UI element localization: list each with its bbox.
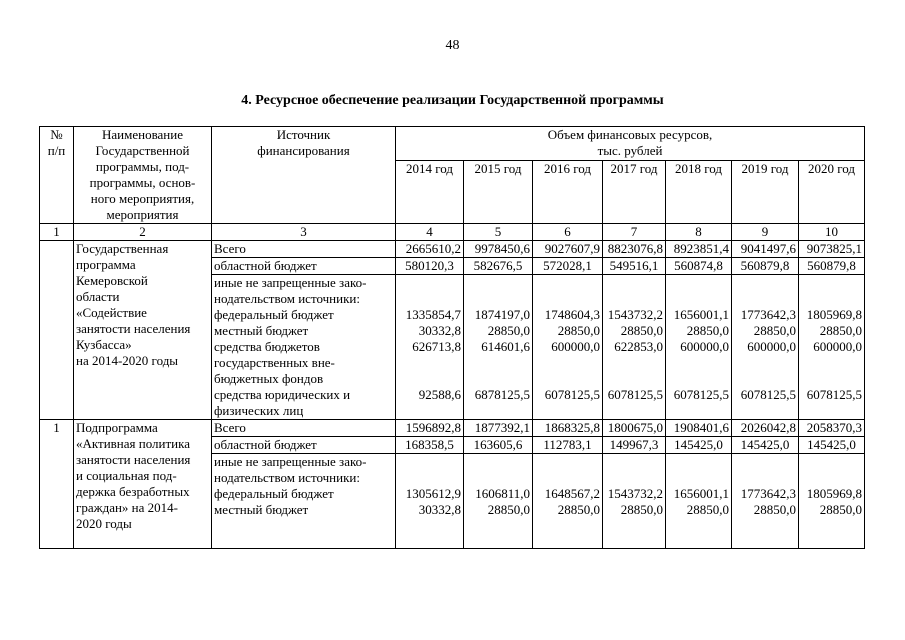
year-2015: 2015 год [464,161,533,224]
subprogram-total-row [40,420,865,437]
column-numbers-row [40,224,865,241]
value-block: 1656001,1 28850,0 [666,454,732,549]
value-cell: 145425,0 [732,437,799,454]
value-block: 1606811,0 28850,0 [464,454,533,549]
source-label-block: иные не запрещенные зако- нодательством источники: федеральный бюджет местный бюджет [212,454,396,549]
value-cell: 560879,8 [732,258,799,275]
value-cell: 580120,3 [396,258,464,275]
source-label: областной бюджет [212,437,396,454]
header-name: Наименование Государственной программы, под- программы, основ- ного мероприятия, мероприятия [74,127,212,224]
value-cell: 168358,5 [396,437,464,454]
year-2018: 2018 год [666,161,732,224]
col-number: 6 [533,224,603,241]
program-total-row [40,241,865,258]
program-num [40,241,74,420]
value-block: 1335854,7 30332,8 626713,8 92588,6 [396,275,464,420]
value-cell: 9073825,1 [799,241,865,258]
value-cell: 9041497,6 [732,241,799,258]
source-label: Всего [212,420,396,437]
value-cell: 149967,3 [603,437,666,454]
col-number: 7 [603,224,666,241]
source-label-block: иные не запрещенные зако- нодательством источники: федеральный бюджет местный бюджет средства бюджетов государственных вне- бюджетных фондов средства юридических и физических лиц [212,275,396,420]
value-block: 1748604,3 28850,0 600000,0 6078125,5 [533,275,603,420]
value-cell: 549516,1 [603,258,666,275]
value-cell: 572028,1 [533,258,603,275]
value-cell: 582676,5 [464,258,533,275]
value-cell: 145425,0 [666,437,732,454]
value-block: 1543732,2 28850,0 622853,0 6078125,5 [603,275,666,420]
year-2016: 2016 год [533,161,603,224]
value-cell: 560874,8 [666,258,732,275]
value-block: 1656001,1 28850,0 600000,0 6078125,5 [666,275,732,420]
value-cell: 560879,8 [799,258,865,275]
source-label: областной бюджет [212,258,396,275]
value-cell: 1596892,8 [396,420,464,437]
value-cell: 163605,6 [464,437,533,454]
value-cell: 1877392,1 [464,420,533,437]
year-2019: 2019 год [732,161,799,224]
page-number: 48 [445,38,460,53]
value-cell: 2665610,2 [396,241,464,258]
col-number: 5 [464,224,533,241]
value-cell: 9978450,6 [464,241,533,258]
value-block: 1543732,2 28850,0 [603,454,666,549]
value-cell: 145425,0 [799,437,865,454]
program-name: Государственная программа Кемеровской области «Содействие занятости населения Кузбасса» на 2014-2020 годы [74,241,212,420]
value-block: 1773642,3 28850,0 600000,0 6078125,5 [732,275,799,420]
value-block: 1874197,0 28850,0 614601,6 6878125,5 [464,275,533,420]
subprogram-num: 1 [40,420,74,549]
section-title: 4. Ресурсное обеспечение реализации Государственной программы [241,93,664,108]
value-block: 1805969,8 28850,0 600000,0 6078125,5 [799,275,865,420]
col-number: 9 [732,224,799,241]
value-block: 1773642,3 28850,0 [732,454,799,549]
resource-table [39,126,865,549]
header-num: № п/п [40,127,74,224]
col-number: 8 [666,224,732,241]
value-cell: 2058370,3 [799,420,865,437]
col-number: 10 [799,224,865,241]
year-2014: 2014 год [396,161,464,224]
col-number: 4 [396,224,464,241]
year-2017: 2017 год [603,161,666,224]
value-block: 1305612,9 30332,8 [396,454,464,549]
header-volume: Объем финансовых ресурсов, тыс. рублей [396,127,865,161]
value-cell: 2026042,8 [732,420,799,437]
value-cell: 1868325,8 [533,420,603,437]
source-label: Всего [212,241,396,258]
value-block: 1805969,8 28850,0 [799,454,865,549]
value-cell: 1908401,6 [666,420,732,437]
col-number: 1 [40,224,74,241]
header-source: Источник финансирования [212,127,396,224]
value-cell: 112783,1 [533,437,603,454]
col-number: 3 [212,224,396,241]
subprogram-name: Подпрограмма «Активная политика занятости населения и социальная под- держка безработных граждан» на 2014- 2020 годы [74,420,212,549]
year-2020: 2020 год [799,161,865,224]
col-number: 2 [74,224,212,241]
value-cell: 9027607,9 [533,241,603,258]
value-block: 1648567,2 28850,0 [533,454,603,549]
header-row [40,127,865,161]
value-cell: 8823076,8 [603,241,666,258]
value-cell: 1800675,0 [603,420,666,437]
value-cell: 8923851,4 [666,241,732,258]
